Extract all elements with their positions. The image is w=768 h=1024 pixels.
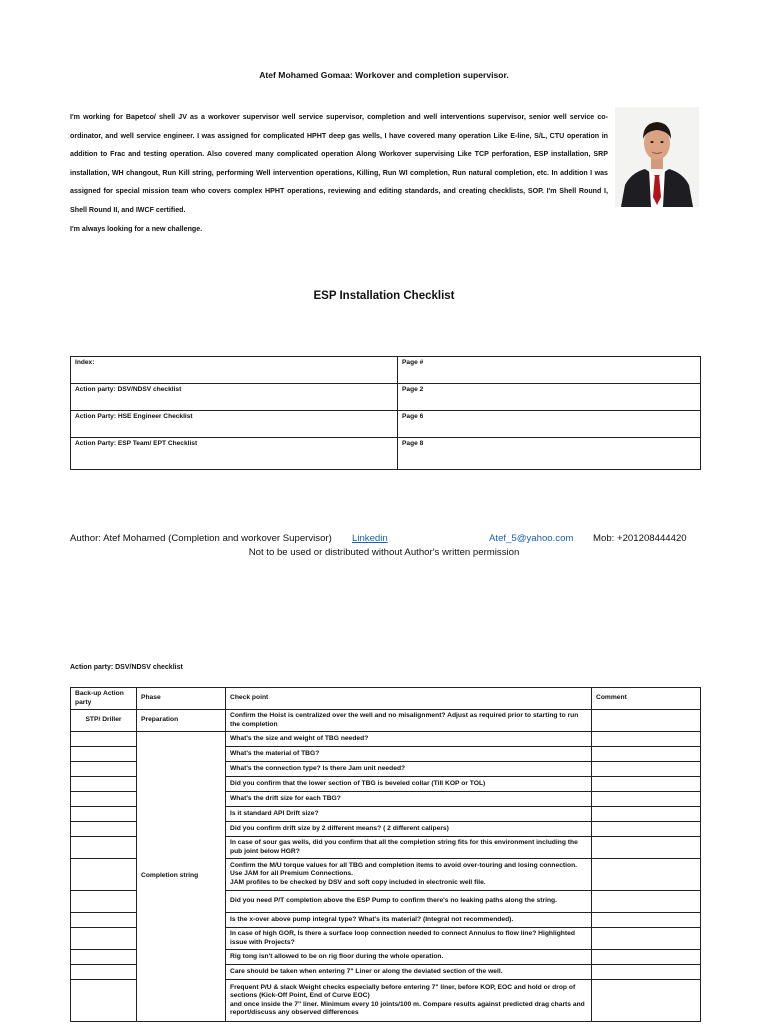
index-page-cell: Page 2 xyxy=(398,384,701,411)
index-page-cell: Page 6 xyxy=(398,411,701,438)
backup-cell[interactable] xyxy=(71,747,137,762)
backup-cell[interactable] xyxy=(71,837,137,859)
backup-cell[interactable] xyxy=(71,950,137,965)
checkpoint-cell: What's the size and weight of TBG needed? xyxy=(226,732,592,747)
backup-cell[interactable] xyxy=(71,807,137,822)
backup-cell[interactable] xyxy=(71,762,137,777)
checkpoint-cell: Is it standard API Drift size? xyxy=(226,807,592,822)
comment-cell[interactable] xyxy=(592,950,701,965)
backup-cell[interactable] xyxy=(71,777,137,792)
checkpoint-cell: Frequent P/U & slack Weight checks especially before entering 7" liner, before KOP, EOC and hold or drop of sections (Kick-Off Point, End of Curve EOC) and once inside the 7" liner. Minimum every 10 joints/100 m. Compare results against predicted drag charts and report/discuss any observed differences xyxy=(226,980,592,1022)
backup-cell[interactable] xyxy=(71,928,137,950)
comment-cell[interactable] xyxy=(592,822,701,837)
checklist-table xyxy=(70,687,701,1022)
checkpoint-cell: What's the drift size for each TBG? xyxy=(226,792,592,807)
index-row xyxy=(71,384,701,411)
backup-cell[interactable] xyxy=(71,891,137,913)
index-page-cell: Page 8 xyxy=(398,438,701,470)
document-title: ESP Installation Checklist xyxy=(313,290,455,302)
index-cell: Action Party: HSE Engineer Checklist xyxy=(71,411,398,438)
phase-cell: Preparation xyxy=(137,710,226,732)
comment-cell[interactable] xyxy=(592,747,701,762)
linkedin-link[interactable]: Linkedin xyxy=(352,533,388,544)
backup-cell[interactable] xyxy=(71,822,137,837)
comment-cell[interactable] xyxy=(592,837,701,859)
comment-cell[interactable] xyxy=(592,732,701,747)
checkpoint-cell: Did you confirm drift size by 2 different means? ( 2 different calipers) xyxy=(226,822,592,837)
index-table xyxy=(70,356,701,470)
portrait-image xyxy=(615,107,699,207)
index-row xyxy=(71,357,701,384)
comment-cell[interactable] xyxy=(592,807,701,822)
backup-cell[interactable] xyxy=(71,792,137,807)
backup-cell[interactable] xyxy=(71,732,137,747)
comment-cell[interactable] xyxy=(592,710,701,732)
comment-cell[interactable] xyxy=(592,980,701,1022)
comment-cell[interactable] xyxy=(592,891,701,913)
checkpoint-cell: Did you need P/T completion above the ESP Pump to confirm there's no leaking paths along the string. xyxy=(226,891,592,913)
header-backup: Back-up Action party xyxy=(71,688,137,710)
backup-cell[interactable] xyxy=(71,980,137,1022)
checkpoint-cell: Confirm the Hoist is centralized over the well and no misalignment? Adjust as required prior to starting to run the completion xyxy=(226,710,592,732)
intro-closing: I'm always looking for a new challenge. xyxy=(70,224,203,233)
checkpoint-cell: Did you confirm that the lower section of TBG is beveled collar (Till KOP or TOL) xyxy=(226,777,592,792)
checkpoint-cell: In case of high GOR, Is there a surface loop connection needed to connect Annulus to flow line? Highlighted issue with Projects? xyxy=(226,928,592,950)
index-cell: Index: xyxy=(71,357,398,384)
checkpoint-cell: What's the connection type? Is there Jam unit needed? xyxy=(226,762,592,777)
author-photo xyxy=(615,107,699,207)
index-row xyxy=(71,411,701,438)
comment-cell[interactable] xyxy=(592,777,701,792)
comment-cell[interactable] xyxy=(592,762,701,777)
intro-paragraph: I'm working for Bapetco/ shell JV as a workover supervisor well service supervisor, completion and well interventions supervisor, senior well service co-ordinator, and well service engineer. I was assigned for complicated HPHT deep gas wells, I have covered many operation Like E-line, S/L, CTU operation in addition to Frac and testing operation. Also covered many complicated operation Along Workover supervising Like TCP perforation, ESP installation, SRP installation, WH changout, Run Kill string, performing Well intervention operations, Killing, Run WI completion, Run natural completion, etc. In addition I was assigned for special mission team who covers complex HPHT operations, reviewing and editing standards, and creating checklists, SOP. I'm Shell Round I, Shell Round II, and IWCF certified. xyxy=(70,113,608,214)
header-comment: Comment xyxy=(592,688,701,710)
phase-cell: Completion string xyxy=(137,732,226,1022)
checkpoint-cell: Care should be taken when entering 7" Liner or along the deviated section of the well. xyxy=(226,965,592,980)
index-cell: Action Party: ESP Team/ EPT Checklist xyxy=(71,438,398,470)
backup-cell: STP/ Driller xyxy=(71,710,137,732)
comment-cell[interactable] xyxy=(592,965,701,980)
comment-cell[interactable] xyxy=(592,913,701,928)
checkpoint-cell: In case of sour gas wells, did you confirm that all the completion string fits for this environment including the pub joint below HGR? xyxy=(226,837,592,859)
backup-cell[interactable] xyxy=(71,859,137,891)
header-phase: Phase xyxy=(137,688,226,710)
email-link[interactable]: Atef_5@yahoo.com xyxy=(489,533,574,544)
author-name: Author: Atef Mohamed (Completion and workover Supervisor) xyxy=(70,533,332,544)
checkpoint-cell: Is the x-over above pump integral type? What's its material? (Integral not recommended). xyxy=(226,913,592,928)
checklist-header-row xyxy=(71,688,701,710)
backup-cell[interactable] xyxy=(71,913,137,928)
comment-cell[interactable] xyxy=(592,859,701,891)
index-page-cell: Page # xyxy=(398,357,701,384)
header-checkpoint: Check point xyxy=(226,688,592,710)
checkpoint-cell: What's the material of TBG? xyxy=(226,747,592,762)
index-row xyxy=(71,438,701,470)
checkpoint-cell: Confirm the M/U torque values for all TBG and completion items to avoid over-touring and losing connection. Use JAM for all Premium Connections. JAM profiles to be checked by DSV and soft copy included in electronic well file. xyxy=(226,859,592,891)
comment-cell[interactable] xyxy=(592,792,701,807)
checklist-label: Action party: DSV/NDSV checklist xyxy=(70,664,183,671)
table-row xyxy=(71,710,701,732)
page-title: Atef Mohamed Gomaa: Workover and completion supervisor. xyxy=(259,70,509,80)
checkpoint-cell: Rig tong isn't allowed to be on rig floor during the whole operation. xyxy=(226,950,592,965)
copyright-notice: Not to be used or distributed without Author's written permission xyxy=(248,547,520,558)
mobile-number: Mob: +201208444420 xyxy=(593,533,687,544)
intro-text xyxy=(70,108,608,238)
backup-cell[interactable] xyxy=(71,965,137,980)
comment-cell[interactable] xyxy=(592,928,701,950)
index-cell: Action party: DSV/NDSV checklist xyxy=(71,384,398,411)
table-row xyxy=(71,732,701,747)
